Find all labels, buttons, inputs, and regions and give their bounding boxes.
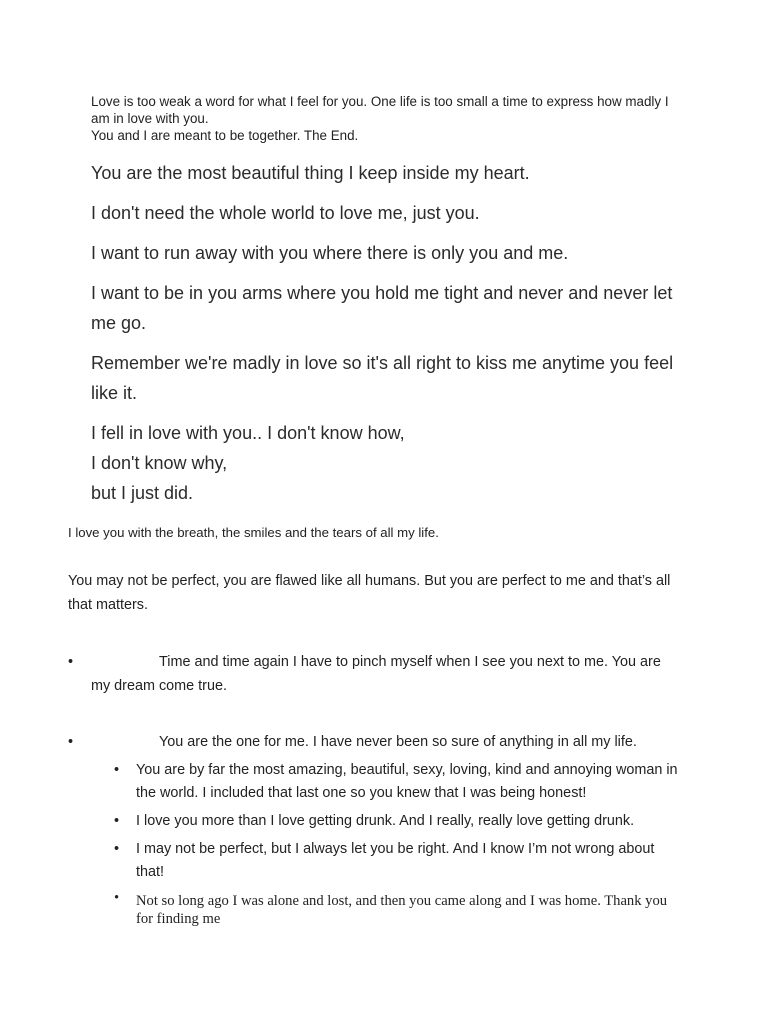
big-line-3: I want to run away with you where there is only you and me. — [91, 243, 569, 263]
sub-bullet-list — [114, 759, 684, 933]
big-line-5: Remember we're madly in love so it's all right to kiss me anytime you feel like it. — [91, 353, 674, 403]
big-line-7: I don't know why, — [91, 453, 228, 473]
big-line-4: I want to be in you arms where you hold me tight and never and never let me go. — [91, 283, 673, 333]
sub-bullet-3-text: I may not be perfect, but I always let you be right. And I know I’m not wrong about that! — [136, 841, 655, 880]
big-line-1: You are the most beautiful thing I keep inside my heart. — [91, 163, 530, 183]
sub-bullet-4 — [114, 889, 684, 928]
bullet-dot: • — [68, 734, 74, 750]
bullet-dot: • — [114, 762, 120, 778]
bullet-dot: • — [114, 890, 120, 906]
outer-bullet-1 — [68, 650, 678, 698]
big-line-8: but I just did. — [91, 483, 194, 503]
outer-bullet-1-text: Time and time again I have to pinch myself when I see you next to me. You are my dream come true. — [91, 654, 661, 694]
outer-bullet-2 — [68, 730, 678, 754]
big-line-6: I fell in love with you.. I don't know how, — [91, 423, 405, 443]
intro-line-1: Love is too weak a word for what I feel for you. One life is too small a time to express how madly I am in love with you. — [91, 94, 669, 126]
big-line-2: I don't need the whole world to love me, just you. — [91, 203, 480, 223]
big-stanza — [91, 418, 691, 508]
sub-bullet-2 — [114, 810, 684, 833]
intro-paragraph — [91, 93, 681, 144]
perfect-paragraph: You may not be perfect, you are flawed like all humans. But you are perfect to me and that’s all that matters. — [68, 573, 671, 613]
sub-bullet-1-text: You are by far the most amazing, beautiful, sexy, loving, kind and annoying woman in the world. I included that last one so you knew that I was being honest! — [136, 762, 678, 801]
bullet-dot: • — [114, 841, 120, 857]
bullet-dot: • — [68, 654, 74, 670]
sub-bullet-2-text: I love you more than I love getting drunk. And I really, really love getting drunk. — [136, 813, 635, 829]
intro-line-2: You and I are meant to be together. The End. — [91, 128, 359, 143]
outer-bullet-2-text: You are the one for me. I have never been so sure of anything in all my life. — [159, 734, 637, 750]
breath-line: I love you with the breath, the smiles and the tears of all my life. — [68, 525, 439, 540]
sub-bullet-4-text: Not so long ago I was alone and lost, and then you came along and I was home. Thank you for finding me — [136, 893, 668, 927]
sub-bullet-3 — [114, 838, 684, 884]
sub-bullet-1 — [114, 759, 684, 805]
bullet-dot: • — [114, 813, 120, 829]
